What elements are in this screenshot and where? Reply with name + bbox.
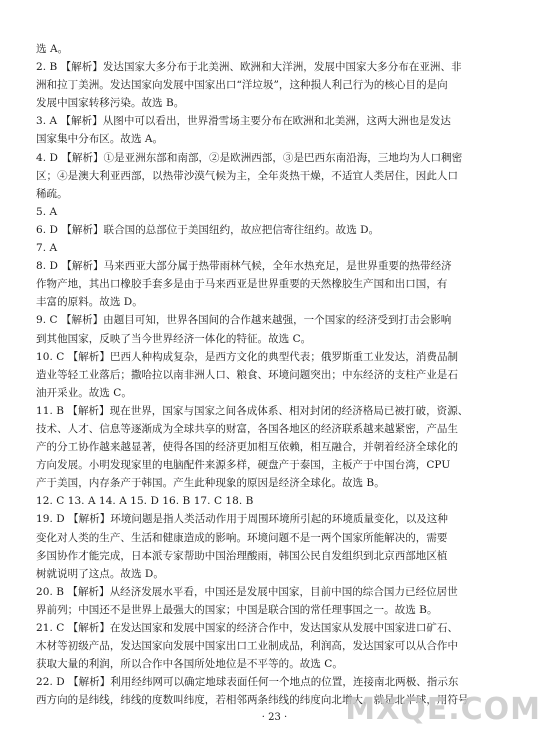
text-line: 变化对人类的生产、生活和健康造成的影响。环境问题不是一两个国家所能解决的，需要 <box>36 531 448 544</box>
site-watermark: MXQE.COM <box>345 692 541 727</box>
text-line: 4. D 【解析】①是亚洲东部和南部，②是欧洲西部，③是巴西东南沿海，三地均为人口稠密 <box>36 151 463 164</box>
text-line: 丰富的原料。故选 D。 <box>36 296 143 309</box>
text-line: 9. C 【解析】由题目可知，世界各国间的合作越来越强，一个国家的经济受到打击会影响 <box>36 314 452 327</box>
text-line: 产于美国，内存条产于韩国。产生此种现象的原因是经济全球化。故选 B。 <box>36 477 385 490</box>
text-line: 19. D 【解析】环境问题是指人类活动作用于周围环境所引起的环境质量变化，以及这种 <box>36 513 448 526</box>
text-line: 西方向的是纬线，纬线的度数叫纬度，若相邻两条纬线的纬度向北增大，就是北半球，用符号 <box>36 694 469 707</box>
text-line: 产的分工协作越来越显著，使得各国的经济更加相互依赖，相互融合，并朝着经济全球化的 <box>36 441 458 454</box>
text-line: 国家集中分布区。故选 A。 <box>36 133 164 146</box>
text-line: 发展中国家转移污染。故选 B。 <box>36 97 185 110</box>
text-line: 5. A <box>36 205 58 218</box>
text-line: 油开采业。故选 C。 <box>36 386 132 399</box>
text-line: 22. D 【解析】利用经纬网可以确定地球表面任何一个地点的位置，连接南北两极、指示东 <box>36 676 459 689</box>
text-line: 方向发展。小明发现家里的电脑配件来源多样，硬盘产于泰国，主板产于中国台湾，CPU <box>36 459 451 472</box>
text-line: 木材等初级产品，发达国家向发展中国家出口工业制成品，利润高，发达国家可以从合作中 <box>36 640 458 653</box>
answer-text-body <box>36 40 502 709</box>
text-line: 12. C 13. A 14. A 15. D 16. B 17. C 18. B <box>36 495 254 508</box>
text-line: 树就说明了这点。故选 D。 <box>36 567 164 580</box>
text-line: 界前列；中国还不是世界上最强大的国家；中国是联合国的常任理事国之一。故选 B。 <box>36 603 438 616</box>
text-line: 多国协作才能完成，日本派专家帮助中国治理酸雨，韩国公民自发组织到北京西部地区植 <box>36 549 448 562</box>
text-line: 获取大量的利润，所以合作中各国所处地位是不平等的。故选 C。 <box>36 658 343 671</box>
text-line: 11. B 【解析】现在世界，国家与国家之间各成体系、相对封闭的经济格局已被打破，资源、 <box>36 404 469 417</box>
text-line: 区；④是澳大利亚西部，以热带沙漠气候为主，全年炎热干燥，不适宜人类居住，因此人口 <box>36 169 458 182</box>
text-line: 作物产地，其出口橡胶手套多是由于马来西亚是世界重要的天然橡胶生产国和出口国，有 <box>36 278 448 291</box>
text-line: 稀疏。 <box>36 187 68 200</box>
text-line: 3. A 【解析】从图中可以看出，世界滑雪场主要分布在欧洲和北美洲，这两大洲也是发达 <box>36 115 451 128</box>
text-line: 7. A <box>36 242 58 255</box>
text-line: 21. C 【解析】在发达国家和发展中国家的经济合作中，发达国家从发展中国家进口矿石、 <box>36 622 459 634</box>
text-line: 选 A。 <box>36 43 69 55</box>
page-number: · 23 · <box>261 712 288 723</box>
text-line: 10. C 【解析】巴西人种构成复杂，是西方文化的典型代表；俄罗斯重工业发达，消费品制 <box>36 350 459 363</box>
text-line: 洲和拉丁美洲。发达国家向发展中国家出口“洋垃圾”，这种损人利己行为的核心目的是向 <box>36 79 448 92</box>
text-line: 20. B 【解析】从经济发展水平看，中国还是发展中国家，目前中国的综合国力已经位居世 <box>36 585 458 598</box>
text-line: 造业等轻工业落后；撒哈拉以南非洲人口、粮食、环境问题突出；中东经济的支柱产业是石 <box>36 368 458 381</box>
text-line: 技术、人才、信息等逐渐成为全球共享的财富，各国各地区的经济联系越来越紧密，产品生 <box>36 422 458 435</box>
text-line: 8. D 【解析】马来西亚大部分属于热带雨林气候，全年水热充足，是世界重要的热带经济 <box>36 260 452 273</box>
text-line: 6. D 【解析】联合国的总部位于美国纽约，故应把信寄往纽约。故选 D。 <box>36 223 380 236</box>
text-line: 到其他国家，反映了当今世界经济一体化的特征。故选 C。 <box>36 332 312 345</box>
text-line: 2. B 【解析】发达国家大多分布于北美洲、欧洲和大洋洲，发展中国家大多分布在亚洲、非 <box>36 61 462 74</box>
